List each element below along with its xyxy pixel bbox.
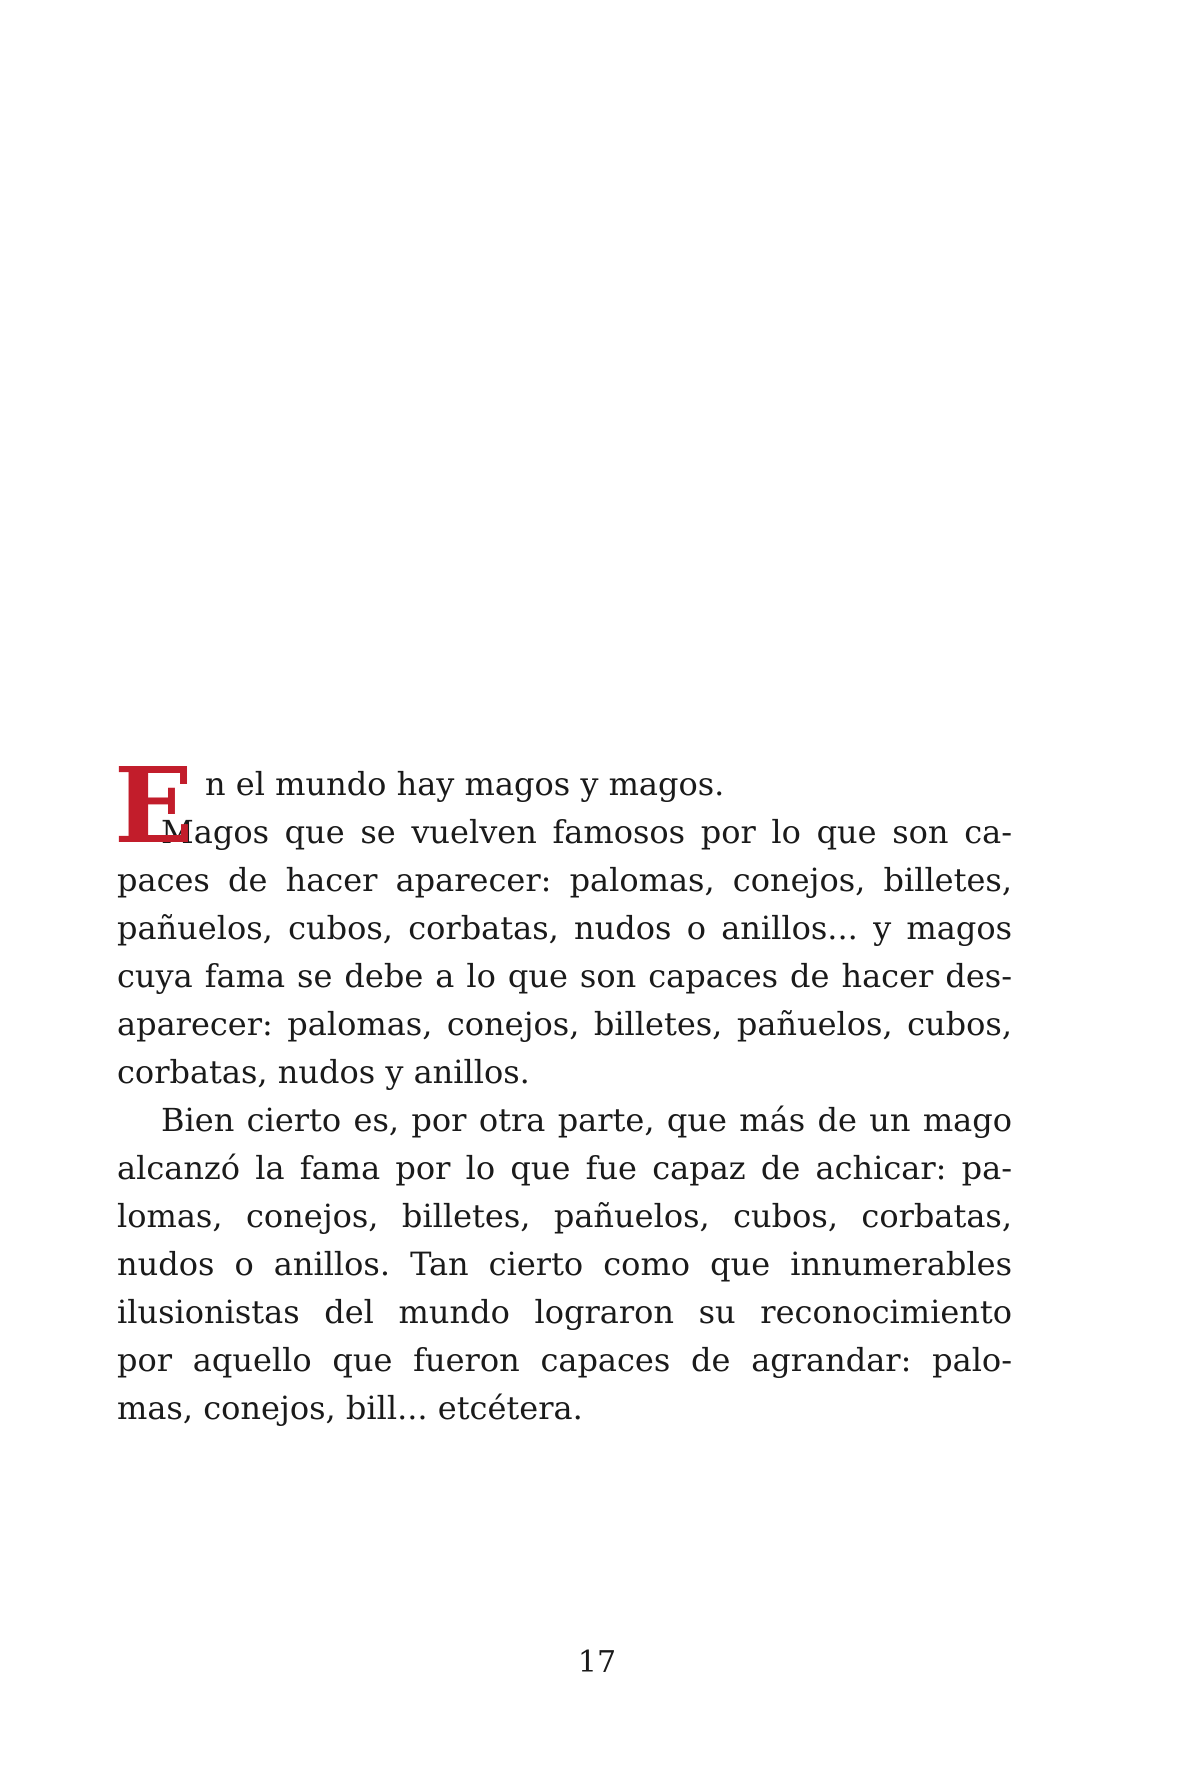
paragraph-line: nudos o anillos. Tan cierto como que innumerables (117, 1245, 1012, 1283)
first-line-text: n el mundo hay magos y magos. (205, 765, 725, 803)
chapter-text (114, 744, 1012, 1432)
paragraph-line: por aquello que fueron capaces de agrandar: palo- (117, 1341, 1012, 1379)
paragraph-line: alcanzó la fama por lo que fue capaz de achicar: pa- (117, 1149, 1012, 1187)
paragraph-line: Magos que se vuelven famosos por lo que son ca- (161, 813, 1012, 851)
paragraph-line: cuya fama se debe a lo que son capaces de hacer des- (117, 957, 1012, 995)
paragraph-line: Bien cierto es, por otra parte, que más de un mago (161, 1101, 1012, 1139)
paragraph-line: pañuelos, cubos, corbatas, nudos o anillos... y magos (117, 909, 1012, 947)
paragraph-line: aparecer: palomas, conejos, billetes, pañuelos, cubos, (117, 1005, 1012, 1043)
page-number: 17 (577, 1645, 617, 1680)
paragraph-line: mas, conejos, bill... etcétera. (117, 1389, 583, 1427)
paragraph-line: paces de hacer aparecer: palomas, conejos, billetes, (117, 861, 1012, 899)
paragraph-line: corbatas, nudos y anillos. (117, 1053, 530, 1091)
paragraph-line: ilusionistas del mundo lograron su reconocimiento (117, 1293, 1012, 1331)
paragraph-line: lomas, conejos, billetes, pañuelos, cubos, corbatas, (117, 1197, 1012, 1235)
drop-cap: E (114, 744, 194, 867)
